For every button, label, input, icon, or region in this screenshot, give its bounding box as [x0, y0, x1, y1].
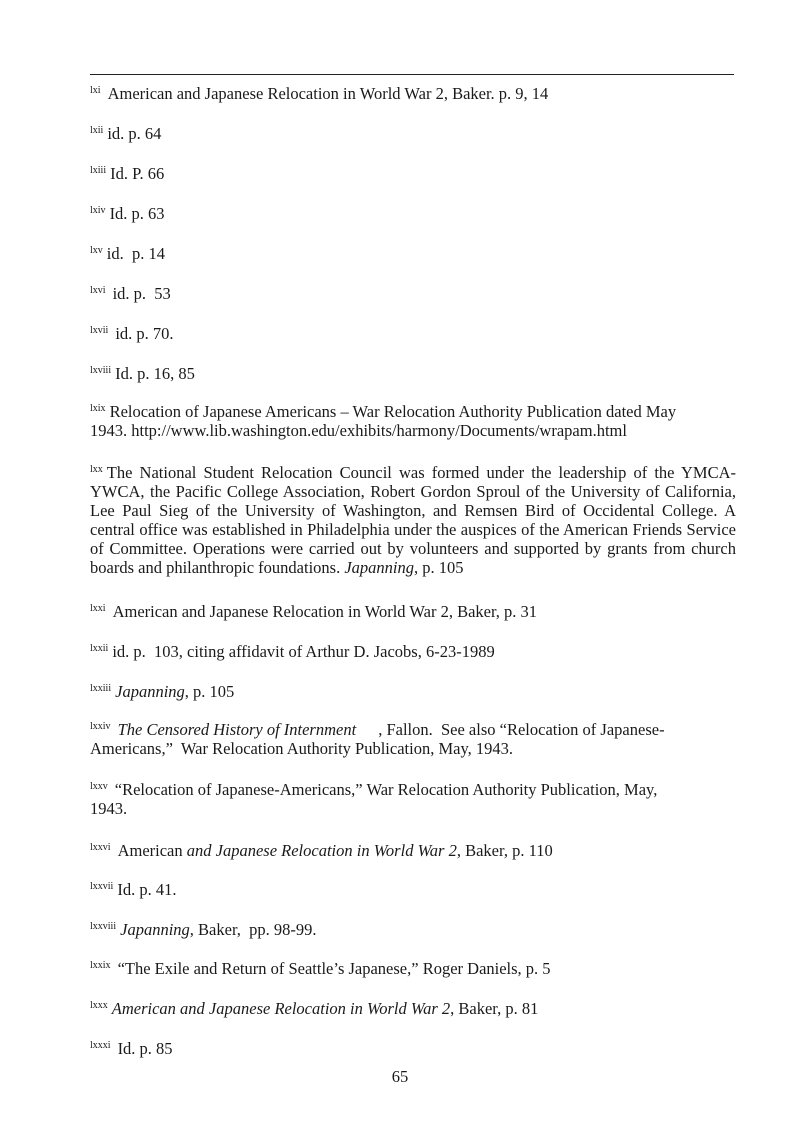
footnote-marker: lxiv	[90, 205, 106, 216]
footnote-marker: lxxiv	[90, 721, 111, 732]
footnote-marker: lxxii	[90, 643, 109, 654]
footnote-lxvi	[90, 284, 736, 303]
footnote-italic-title: Japanning	[115, 682, 185, 701]
footnote-marker: lxii	[90, 125, 104, 136]
footnote-marker: lxix	[90, 403, 106, 414]
footnote-tail: , Baker, p. 81	[450, 999, 539, 1018]
footnote-marker: lxxx	[90, 1000, 108, 1011]
footnote-text: “The Exile and Return of Seattle’s Japanese,” Roger Daniels, p. 5	[117, 959, 551, 978]
footnote-marker: lxviii	[90, 365, 112, 376]
footnote-marker: lxxvii	[90, 881, 114, 892]
footnote-text: Id. p. 85	[117, 1039, 173, 1058]
footnote-tail: , p. 105	[184, 682, 235, 701]
footnote-lxxii	[90, 642, 736, 661]
footnote-lxxi	[90, 602, 736, 621]
footnote-text: id. p. 14	[106, 244, 165, 263]
footnote-text: id. p. 64	[107, 124, 162, 143]
footnote-tail: , p. 105	[414, 558, 464, 577]
footnote-italic-title: American and Japanese Relocation in World War 2	[111, 999, 451, 1018]
footnote-text: American and Japanese Relocation in World War 2, Baker. p. 9, 14	[107, 84, 549, 103]
footnote-lxviii	[90, 364, 736, 383]
footnote-lxx	[90, 463, 736, 577]
footnote-marker: lxi	[90, 85, 101, 96]
footnote-text: The National Student Relocation Council was formed under the leadership of the YMCA-YWCA, the Pacific College Association, Robert Gordon Sproul of the University of California, Lee Paul Sieg of the University of Washington, and Remsen Bird of Occidental College. A central office was established in Philadelphia under the auspices of the American Friends Service of Committee. Operations were carried out by volunteers and supported by grants from church boards and philanthropic foundations.	[90, 463, 736, 577]
footnote-marker: lxv	[90, 245, 103, 256]
footnote-lxxxi	[90, 1039, 736, 1058]
footnote-tail: , Baker, p. 110	[456, 841, 553, 860]
footnote-text: Id. P. 66	[110, 164, 165, 183]
footnote-text: Id. p. 41.	[117, 880, 177, 899]
footnote-marker: lxxviii	[90, 921, 117, 932]
footnote-lxi	[90, 84, 736, 103]
footnote-lxii	[90, 124, 736, 143]
footnote-lxvii	[90, 324, 736, 343]
footnote-marker: lxvii	[90, 325, 109, 336]
page-number: 65	[391, 1067, 409, 1086]
footnote-lxiv	[90, 204, 736, 223]
footnote-italic-title: Japanning	[344, 558, 414, 577]
footnote-marker: lxxxi	[90, 1040, 111, 1051]
footnote-marker: lxvi	[90, 285, 106, 296]
footnote-marker: lxxvi	[90, 842, 111, 853]
footnote-lxxix	[90, 959, 736, 978]
footnote-marker: lxxix	[90, 960, 111, 971]
footnote-lxxvii	[90, 880, 736, 899]
footnote-text: id. p. 103, citing affidavit of Arthur D. Jacobs, 6-23-1989	[112, 642, 495, 661]
footnote-italic-title: Japanning	[120, 920, 190, 939]
footnote-lxxiv	[90, 720, 705, 758]
footnote-text: id. p. 70.	[115, 324, 174, 343]
footnote-lxxviii	[90, 920, 736, 939]
footnote-text: “Relocation of Japanese-Americans,” War Relocation Authority Publication, May, 1943.	[90, 780, 658, 818]
footnote-lxix	[90, 402, 690, 440]
footnote-marker: lxiii	[90, 165, 107, 176]
footnote-marker: lxx	[90, 464, 103, 475]
footnote-text: Id. p. 63	[109, 204, 165, 223]
footnote-text: Id. p. 16, 85	[115, 364, 195, 383]
footnote-text: Relocation of Japanese Americans – War Relocation Authority Publication dated May 1943. http://www.lib.washington.edu/exhibits/harmony/Documents/wrapam.html	[90, 402, 677, 440]
footnote-lxxiii	[90, 682, 736, 701]
footnote-tail: , Baker, pp. 98-99.	[189, 920, 317, 939]
footnote-text: American and Japanese Relocation in World War 2, Baker, p. 31	[112, 602, 538, 621]
footnote-marker: lxxv	[90, 781, 108, 792]
footnote-lxxvi	[90, 841, 736, 860]
footnote-lxxv	[90, 780, 690, 818]
footnote-lxv	[90, 244, 736, 263]
footnote-lxiii	[90, 164, 736, 183]
footnote-marker: lxxiii	[90, 683, 112, 694]
footnote-marker: lxxi	[90, 603, 106, 614]
footnote-text: id. p. 53	[112, 284, 171, 303]
footnote-tail: , Fallon. See also “Relocation of Japanese-Americans,” War Relocation Authority Publication, May, 1943.	[90, 720, 665, 758]
footnote-italic-title: The Censored History of Internment	[117, 720, 357, 739]
footnote-lead: American	[117, 841, 183, 860]
footnote-separator-rule	[90, 74, 734, 75]
footnote-lxxx	[90, 999, 736, 1018]
footnote-italic-title: and Japanese Relocation in World War 2	[186, 841, 457, 860]
